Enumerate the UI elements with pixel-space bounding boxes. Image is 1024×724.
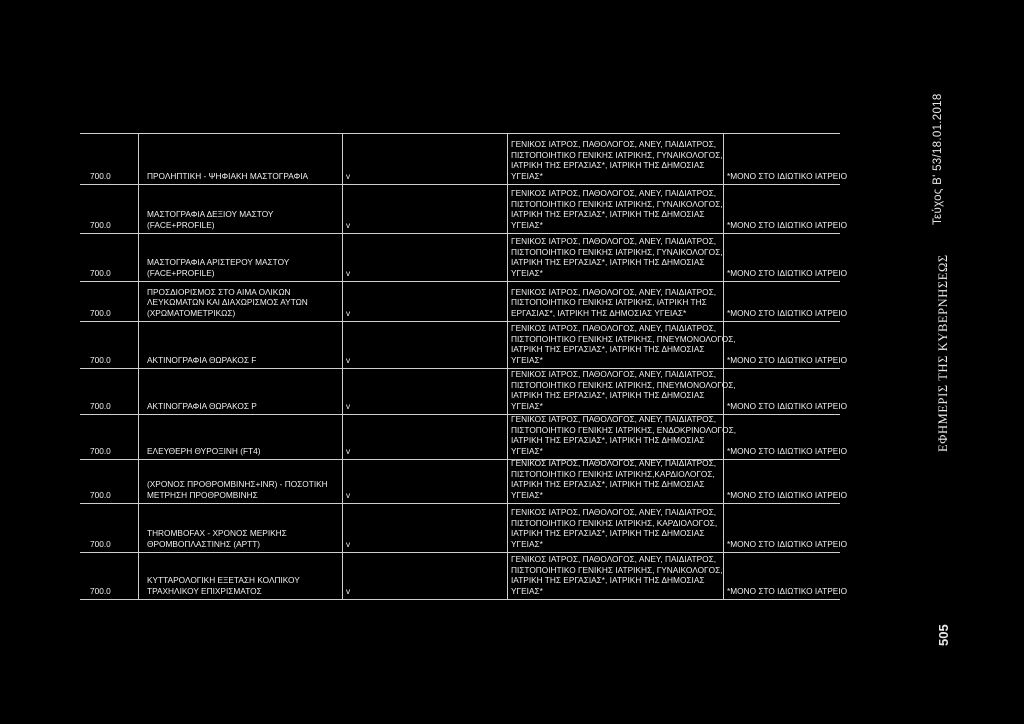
eligible-specialties: ΠΙΣΤΟΠΟΙΗΤΙΚΟ ΓΕΝΙΚΗΣ ΙΑΤΡΙΚΗΣ, ΓΥΝΑΙΚΟΛΟΓΟΣ, (511, 564, 723, 575)
eligible-specialties: ΙΑΤΡΙΚΗ ΤΗΣ ΕΡΓΑΣΙΑΣ*, ΙΑΤΡΙΚΗ ΤΗΣ ΔΗΜΟΣΙΑΣ (511, 160, 705, 171)
eligible-specialties: ΓΕΝΙΚΟΣ ΙΑΤΡΟΣ, ΠΑΘΟΛΟΓΟΣ, ΑΝΕΥ, ΠΑΙΔΙΑΤΡΟΣ, (511, 236, 717, 247)
row-divider (80, 552, 840, 553)
eligible-specialties: ΠΙΣΤΟΠΟΙΗΤΙΚΟ ΓΕΝΙΚΗΣ ΙΑΤΡΙΚΗΣ, ΚΑΡΔΙΟΛΟΓΟΣ, (511, 517, 718, 528)
eligible-specialties: ΥΓΕΙΑΣ* (511, 400, 543, 411)
restriction-note: *ΜΟΝΟ ΣΤΟ ΙΔΙΩΤΙΚΟ ΙΑΤΡΕΙΟ (727, 538, 848, 549)
exam-flag: v (346, 307, 351, 318)
exam-name: ΕΛΕΥΘΕΡΗ ΘΥΡΟΞΙΝΗ (FT4) (147, 445, 261, 456)
eligible-specialties: ΓΕΝΙΚΟΣ ΙΑΤΡΟΣ, ΠΑΘΟΛΟΓΟΣ, ΑΝΕΥ, ΠΑΙΔΙΑΤΡΟΣ, (511, 323, 717, 334)
row-divider (80, 281, 840, 282)
eligible-specialties: ΓΕΝΙΚΟΣ ΙΑΤΡΟΣ, ΠΑΘΟΛΟΓΟΣ, ΑΝΕΥ, ΠΑΙΔΙΑΤΡΟΣ, (511, 369, 717, 380)
column-divider (138, 133, 139, 599)
exam-name: ΜΑΣΤΟΓΡΑΦΙΑ ΔΕΞΙΟΥ ΜΑΣΤΟΥ (147, 209, 274, 220)
restriction-note: *ΜΟΝΟ ΣΤΟ ΙΔΙΩΤΙΚΟ ΙΑΤΡΕΙΟ (727, 267, 848, 278)
row-divider (80, 459, 840, 460)
exam-flag: v (346, 489, 351, 500)
eligible-specialties: ΓΕΝΙΚΟΣ ΙΑΤΡΟΣ, ΠΑΘΟΛΟΓΟΣ, ΑΝΕΥ, ΠΑΙΔΙΑΤΡΟΣ, (511, 554, 717, 565)
eligible-specialties: ΥΓΕΙΑΣ* (511, 538, 543, 549)
exam-name: THROMBOFAX - ΧΡΟΝΟΣ ΜΕΡΙΚΗΣ (147, 528, 287, 539)
exam-name: ΜΕΤΡΗΣΗ ΠΡΟΘΡΟΜΒΙΝΗΣ (147, 489, 258, 500)
eligible-specialties: ΠΙΣΤΟΠΟΙΗΤΙΚΟ ΓΕΝΙΚΗΣ ΙΑΤΡΙΚΗΣ, ΓΥΝΑΙΚΟΛΟΓΟΣ, (511, 246, 723, 257)
exam-code: 700.0 (90, 267, 111, 278)
eligible-specialties: ΙΑΤΡΙΚΗ ΤΗΣ ΕΡΓΑΣΙΑΣ*, ΙΑΤΡΙΚΗ ΤΗΣ ΔΗΜΟΣΙΑΣ (511, 528, 705, 539)
issue-reference: Τεύχος B' 53/18.01.2018 (932, 93, 944, 225)
row-divider (80, 599, 840, 600)
exam-name: ΠΡΟΣΔΙΟΡΙΣΜΟΣ ΣΤΟ ΑΙΜΑ ΟΛΙΚΩΝ (147, 286, 291, 297)
row-divider (80, 503, 840, 504)
eligible-specialties: ΙΑΤΡΙΚΗ ΤΗΣ ΕΡΓΑΣΙΑΣ*, ΙΑΤΡΙΚΗ ΤΗΣ ΔΗΜΟΣΙΑΣ (511, 344, 705, 355)
eligible-specialties: ΕΡΓΑΣΙΑΣ*, ΙΑΤΡΙΚΗ ΤΗΣ ΔΗΜΟΣΙΑΣ ΥΓΕΙΑΣ* (511, 307, 687, 318)
exam-code: 700.0 (90, 489, 111, 500)
eligible-specialties: ΠΙΣΤΟΠΟΙΗΤΙΚΟ ΓΕΝΙΚΗΣ ΙΑΤΡΙΚΗΣ, ΕΝΔΟΚΡΙΝΟΛΟΓΟΣ, (511, 424, 736, 435)
eligible-specialties: ΓΕΝΙΚΟΣ ΙΑΤΡΟΣ, ΠΑΘΟΛΟΓΟΣ, ΑΝΕΥ, ΠΑΙΔΙΑΤΡΟΣ, (511, 458, 717, 469)
exam-name: ΚΥΤΤΑΡΟΛΟΓΙΚΗ ΕΞΕΤΑΣΗ ΚΟΛΠΙΚΟΥ (147, 575, 300, 586)
exam-code: 700.0 (90, 219, 111, 230)
eligible-specialties: ΥΓΕΙΑΣ* (511, 585, 543, 596)
eligible-specialties: ΠΙΣΤΟΠΟΙΗΤΙΚΟ ΓΕΝΙΚΗΣ ΙΑΤΡΙΚΗΣ, ΓΥΝΑΙΚΟΛΟΓΟΣ, (511, 198, 723, 209)
exam-flag: v (346, 170, 351, 181)
exam-name: ΑΚΤΙΝΟΓΡΑΦΙΑ ΘΩΡΑΚΟΣ P (147, 400, 257, 411)
exam-code: 700.0 (90, 354, 111, 365)
exam-table (80, 133, 848, 599)
exam-name: (ΧΡΟΝΟΣ ΠΡΟΘΡΟΜΒΙΝΗΣ+INR) - ΠΟΣΟΤΙΚΗ (147, 479, 328, 490)
exam-name: ΛΕΥΚΩΜΑΤΩΝ ΚΑΙ ΔΙΑΧΩΡΙΣΜΟΣ ΑΥΤΩΝ (147, 297, 308, 308)
exam-name: (FACE+PROFILE) (147, 219, 215, 230)
exam-code: 700.0 (90, 538, 111, 549)
eligible-specialties: ΓΕΝΙΚΟΣ ΙΑΤΡΟΣ, ΠΑΘΟΛΟΓΟΣ, ΑΝΕΥ, ΠΑΙΔΙΑΤΡΟΣ, (511, 286, 717, 297)
exam-name: (ΧΡΩΜΑΤΟΜΕΤΡΙΚΩΣ) (147, 307, 236, 318)
eligible-specialties: ΙΑΤΡΙΚΗ ΤΗΣ ΕΡΓΑΣΙΑΣ*, ΙΑΤΡΙΚΗ ΤΗΣ ΔΗΜΟΣΙΑΣ (511, 575, 705, 586)
column-divider (507, 133, 508, 599)
exam-flag: v (346, 219, 351, 230)
exam-name: ΠΡΟΛΗΠΤΙΚΗ - ΨΗΦΙΑΚΗ ΜΑΣΤΟΓΡΑΦΙΑ (147, 170, 309, 181)
exam-flag: v (346, 354, 351, 365)
row-divider (80, 414, 840, 415)
exam-code: 700.0 (90, 445, 111, 456)
exam-code: 700.0 (90, 307, 111, 318)
exam-flag: v (346, 585, 351, 596)
eligible-specialties: ΥΓΕΙΑΣ* (511, 170, 543, 181)
restriction-note: *ΜΟΝΟ ΣΤΟ ΙΔΙΩΤΙΚΟ ΙΑΤΡΕΙΟ (727, 489, 848, 500)
eligible-specialties: ΓΕΝΙΚΟΣ ΙΑΤΡΟΣ, ΠΑΘΟΛΟΓΟΣ, ΑΝΕΥ, ΠΑΙΔΙΑΤΡΟΣ, (511, 139, 717, 150)
exam-name: (FACE+PROFILE) (147, 267, 215, 278)
eligible-specialties: ΠΙΣΤΟΠΟΙΗΤΙΚΟ ΓΕΝΙΚΗΣ ΙΑΤΡΙΚΗΣ, ΠΝΕΥΜΟΝΟΛΟΓΟΣ, (511, 379, 736, 390)
exam-flag: v (346, 400, 351, 411)
eligible-specialties: ΠΙΣΤΟΠΟΙΗΤΙΚΟ ΓΕΝΙΚΗΣ ΙΑΤΡΙΚΗΣ,ΚΑΡΔΙΟΛΟΓΟΣ, (511, 468, 715, 479)
exam-flag: v (346, 267, 351, 278)
eligible-specialties: ΥΓΕΙΑΣ* (511, 267, 543, 278)
eligible-specialties: ΥΓΕΙΑΣ* (511, 354, 543, 365)
row-divider (80, 321, 840, 322)
eligible-specialties: ΠΙΣΤΟΠΟΙΗΤΙΚΟ ΓΕΝΙΚΗΣ ΙΑΤΡΙΚΗΣ, ΠΝΕΥΜΟΝΟΛΟΓΟΣ, (511, 333, 736, 344)
eligible-specialties: ΙΑΤΡΙΚΗ ΤΗΣ ΕΡΓΑΣΙΑΣ*, ΙΑΤΡΙΚΗ ΤΗΣ ΔΗΜΟΣΙΑΣ (511, 257, 705, 268)
row-divider (80, 233, 840, 234)
gazette-title: ΕΦΗΜΕΡΙΣ ΤΗΣ ΚΥΒΕΡΝΗΣΕΩΣ (936, 254, 950, 452)
eligible-specialties: ΙΑΤΡΙΚΗ ΤΗΣ ΕΡΓΑΣΙΑΣ*, ΙΑΤΡΙΚΗ ΤΗΣ ΔΗΜΟΣΙΑΣ (511, 209, 705, 220)
exam-code: 700.0 (90, 585, 111, 596)
restriction-note: *ΜΟΝΟ ΣΤΟ ΙΔΙΩΤΙΚΟ ΙΑΤΡΕΙΟ (727, 219, 848, 230)
restriction-note: *ΜΟΝΟ ΣΤΟ ΙΔΙΩΤΙΚΟ ΙΑΤΡΕΙΟ (727, 307, 848, 318)
eligible-specialties: ΓΕΝΙΚΟΣ ΙΑΤΡΟΣ, ΠΑΘΟΛΟΓΟΣ, ΑΝΕΥ, ΠΑΙΔΙΑΤΡΟΣ, (511, 507, 717, 518)
restriction-note: *ΜΟΝΟ ΣΤΟ ΙΔΙΩΤΙΚΟ ΙΑΤΡΕΙΟ (727, 585, 848, 596)
eligible-specialties: ΥΓΕΙΑΣ* (511, 219, 543, 230)
eligible-specialties: ΠΙΣΤΟΠΟΙΗΤΙΚΟ ΓΕΝΙΚΗΣ ΙΑΤΡΙΚΗΣ, ΓΥΝΑΙΚΟΛΟΓΟΣ, (511, 149, 723, 160)
restriction-note: *ΜΟΝΟ ΣΤΟ ΙΔΙΩΤΙΚΟ ΙΑΤΡΕΙΟ (727, 400, 848, 411)
eligible-specialties: ΥΓΕΙΑΣ* (511, 445, 543, 456)
exam-name: ΑΚΤΙΝΟΓΡΑΦΙΑ ΘΩΡΑΚΟΣ F (147, 354, 257, 365)
eligible-specialties: ΙΑΤΡΙΚΗ ΤΗΣ ΕΡΓΑΣΙΑΣ*, ΙΑΤΡΙΚΗ ΤΗΣ ΔΗΜΟΣΙΑΣ (511, 435, 705, 446)
restriction-note: *ΜΟΝΟ ΣΤΟ ΙΔΙΩΤΙΚΟ ΙΑΤΡΕΙΟ (727, 445, 848, 456)
row-divider (80, 133, 840, 134)
eligible-specialties: ΙΑΤΡΙΚΗ ΤΗΣ ΕΡΓΑΣΙΑΣ*, ΙΑΤΡΙΚΗ ΤΗΣ ΔΗΜΟΣΙΑΣ (511, 390, 705, 401)
column-divider (723, 133, 724, 599)
restriction-note: *ΜΟΝΟ ΣΤΟ ΙΔΙΩΤΙΚΟ ΙΑΤΡΕΙΟ (727, 354, 848, 365)
row-divider (80, 184, 840, 185)
exam-code: 700.0 (90, 170, 111, 181)
eligible-specialties: ΙΑΤΡΙΚΗ ΤΗΣ ΕΡΓΑΣΙΑΣ*, ΙΑΤΡΙΚΗ ΤΗΣ ΔΗΜΟΣΙΑΣ (511, 479, 705, 490)
exam-code: 700.0 (90, 400, 111, 411)
exam-flag: v (346, 445, 351, 456)
column-divider (342, 133, 343, 599)
exam-name: ΤΡΑΧΗΛΙΚΟΥ ΕΠΙΧΡΙΣΜΑΤΟΣ (147, 585, 262, 596)
eligible-specialties: ΠΙΣΤΟΠΟΙΗΤΙΚΟ ΓΕΝΙΚΗΣ ΙΑΤΡΙΚΗΣ, ΙΑΤΡΙΚΗ ΤΗΣ (511, 297, 707, 308)
row-divider (80, 368, 840, 369)
exam-name: ΜΑΣΤΟΓΡΑΦΙΑ ΑΡΙΣΤΕΡΟΥ ΜΑΣΤΟΥ (147, 257, 290, 268)
eligible-specialties: ΥΓΕΙΑΣ* (511, 489, 543, 500)
eligible-specialties: ΓΕΝΙΚΟΣ ΙΑΤΡΟΣ, ΠΑΘΟΛΟΓΟΣ, ΑΝΕΥ, ΠΑΙΔΙΑΤΡΟΣ, (511, 188, 717, 199)
exam-flag: v (346, 538, 351, 549)
restriction-note: *ΜΟΝΟ ΣΤΟ ΙΔΙΩΤΙΚΟ ΙΑΤΡΕΙΟ (727, 170, 848, 181)
eligible-specialties: ΓΕΝΙΚΟΣ ΙΑΤΡΟΣ, ΠΑΘΟΛΟΓΟΣ, ΑΝΕΥ, ΠΑΙΔΙΑΤΡΟΣ, (511, 414, 717, 425)
exam-name: ΘΡΟΜΒΟΠΛΑΣΤΙΝΗΣ (APTT) (147, 538, 261, 549)
page-number: 505 (936, 624, 951, 646)
